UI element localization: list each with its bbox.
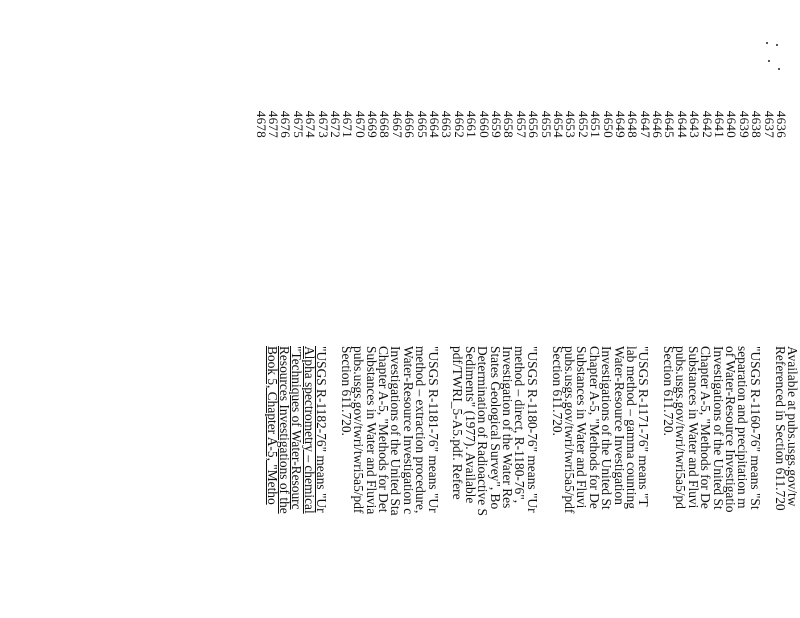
line-number: 4678 [253, 110, 269, 138]
text-line: "USGS R-1181-76" means "Ur [425, 346, 441, 513]
line-number: 4637 [761, 110, 777, 138]
text-line: Investigations of the United St [710, 346, 726, 510]
definition-paragraph [451, 346, 538, 618]
text-line: method – extraction procedure, [413, 346, 429, 514]
line-number: 4660 [476, 110, 492, 138]
text-line: Substances in Water and Fluvi [685, 346, 701, 509]
text-line: Determination of Radioactive S [475, 346, 491, 516]
definition-paragraph [773, 346, 798, 618]
regulation-text-column [253, 346, 798, 618]
line-number: 4673 [315, 110, 331, 138]
text-line: Chapter A-5, "Methods for Det [376, 346, 392, 513]
text-line: Section 611.720. [549, 346, 565, 436]
line-number: 4639 [736, 110, 752, 138]
definition-paragraph [340, 346, 439, 618]
text-line: Chapter A-5, "Methods for De [698, 346, 714, 509]
text-line: Section 611.720. [661, 346, 677, 436]
line-number: 4675 [290, 110, 306, 138]
line-number: 4641 [712, 110, 728, 138]
line-number: 4636 [774, 110, 789, 138]
line-number: 4665 [414, 110, 430, 138]
text-line: Water-Resource Investigation c [400, 346, 416, 515]
line-number: 4644 [674, 110, 690, 138]
text-line: pdf/TWRI_5-A5.pdf. Refere [450, 346, 466, 500]
line-number: 4656 [526, 110, 542, 138]
text-line: "USGS R-1180-76" means "Ur [524, 346, 540, 513]
text-line: pubs.usgs.gov/twri/twri5a5/pd [673, 346, 689, 509]
line-number: 4659 [489, 110, 505, 138]
line-number: 4657 [513, 110, 529, 138]
text-line: Available at pubs.usgs.gov/tw [785, 346, 800, 507]
scan-speck-marks [764, 38, 782, 78]
text-line: "USGS R-1160-76" means "St [747, 346, 763, 510]
line-number: 4638 [749, 110, 765, 138]
text-line: separation and precipitation m [735, 346, 751, 509]
line-number: 4672 [327, 110, 343, 138]
line-number: 4642 [699, 110, 715, 138]
text-line: Alpha spectrometry – chemical [301, 346, 317, 514]
line-number: 4658 [501, 110, 517, 138]
line-number: 4668 [377, 110, 393, 138]
line-number: 4655 [538, 110, 554, 138]
line-number: 4651 [588, 110, 604, 138]
definition-paragraph [264, 346, 330, 618]
line-number: 4654 [550, 110, 566, 138]
text-line: "USGS R-1182-76" means "Ur [314, 346, 330, 513]
line-number: 4648 [625, 110, 641, 138]
line-number: 4671 [340, 110, 356, 138]
text-line: Resources Investigations of the [276, 346, 292, 514]
line-number: 4646 [650, 110, 666, 138]
line-number: 4652 [575, 110, 591, 138]
text-line: of Water-Resource Investigatio [723, 346, 739, 513]
line-number: 4669 [365, 110, 381, 138]
text-line: method – direct, R-1180-76", [512, 346, 528, 504]
text-line: Investigations of the United Sta [388, 346, 404, 516]
line-number: 4661 [464, 110, 480, 138]
text-line: Chapter A-5, "Methods for De [586, 346, 602, 509]
text-line: Book 5, Chapter A-5, "Metho [264, 346, 280, 505]
text-line: lab method – gamma counting [623, 346, 639, 509]
line-number: 4664 [427, 110, 443, 138]
text-line: Substances in Water and Fluvi [574, 346, 590, 509]
text-line: Substances in Water and Fluvia [363, 346, 379, 515]
line-number-column [254, 96, 787, 138]
line-number: 4647 [637, 110, 653, 138]
text-line: Water-Resource Investigation [611, 346, 627, 505]
line-number: 4645 [662, 110, 678, 138]
line-number: 4643 [687, 110, 703, 138]
text-line: Referenced in Section 611.720 [772, 346, 788, 511]
line-number: 4649 [612, 110, 628, 138]
text-line: Sediments" (1977). Available [462, 346, 478, 504]
line-number: 4666 [402, 110, 418, 138]
line-number: 4670 [352, 110, 368, 138]
line-number: 4640 [724, 110, 740, 138]
line-number: 4663 [439, 110, 455, 138]
definition-paragraph [549, 346, 652, 618]
text-line: Section 611.720. [338, 346, 354, 436]
definition-paragraph [662, 346, 761, 618]
line-number: 4667 [389, 110, 405, 138]
line-number: 4662 [451, 110, 467, 138]
line-number: 4676 [278, 110, 294, 138]
text-line: "Techniques of Water-Resourc [289, 346, 305, 510]
text-line: States Geological Survey", Bo [487, 346, 503, 510]
text-line: pubs.usgs.gov/twri/twri5a5/pdf [351, 346, 367, 514]
text-line: "USGS R-1171-76" means "T [636, 346, 652, 507]
text-line: Investigation of the Water Res [500, 346, 516, 509]
line-number: 4650 [600, 110, 616, 138]
text-line: pubs.usgs.gov/twri/twri5a5/pdf [561, 346, 577, 514]
text-line: Investigations of the United St [599, 346, 615, 510]
line-number: 4674 [303, 110, 319, 138]
line-number: 4677 [265, 110, 281, 138]
line-number: 4653 [563, 110, 579, 138]
